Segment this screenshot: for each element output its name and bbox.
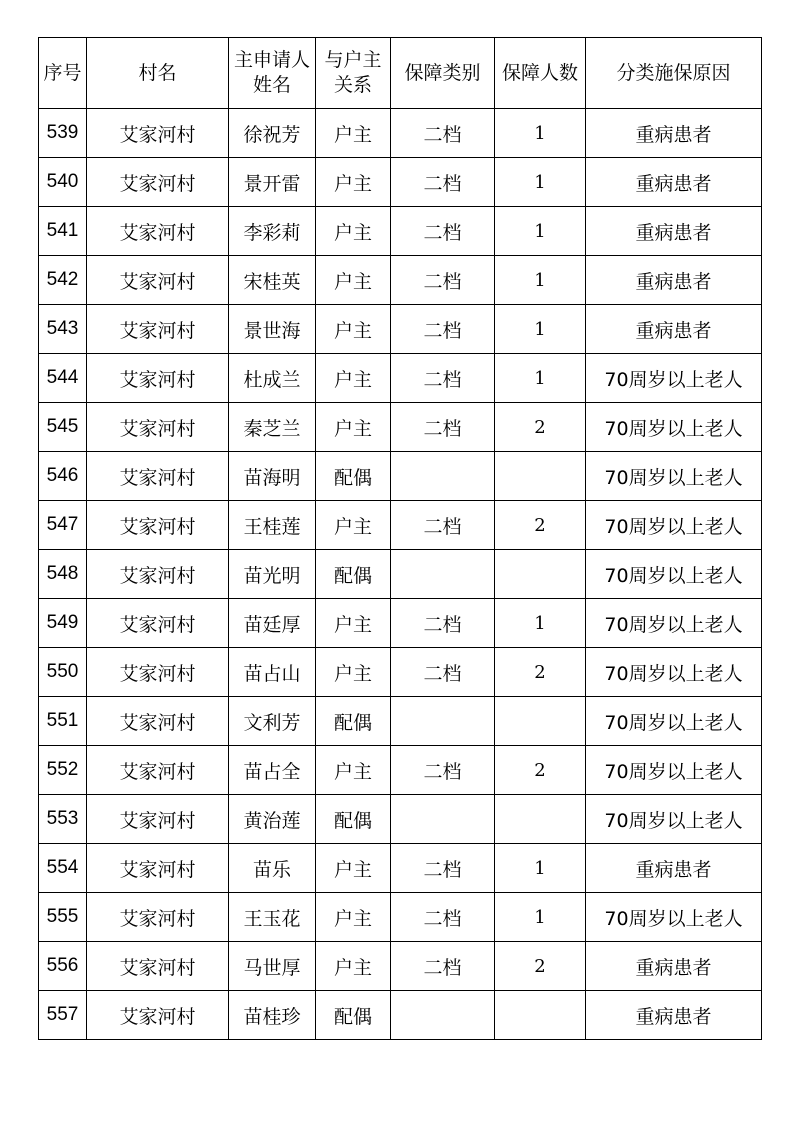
cell-name: 苗占山 (229, 648, 316, 697)
table-row (39, 207, 762, 256)
cell-count (495, 795, 586, 844)
cell-count: 2 (495, 501, 586, 550)
cell-count: 1 (495, 256, 586, 305)
table-row (39, 354, 762, 403)
cell-seq: 551 (39, 697, 87, 746)
cell-category: 二档 (391, 844, 495, 893)
cell-relation: 户主 (316, 893, 391, 942)
cell-category: 二档 (391, 158, 495, 207)
cell-seq: 544 (39, 354, 87, 403)
table-header (39, 38, 762, 109)
table-row (39, 452, 762, 501)
cell-relation: 户主 (316, 942, 391, 991)
cell-name: 杜成兰 (229, 354, 316, 403)
cell-reason: 重病患者 (586, 256, 762, 305)
cell-name: 苗海明 (229, 452, 316, 501)
cell-count (495, 697, 586, 746)
header-relation: 与户主关系 (316, 38, 391, 109)
cell-relation: 户主 (316, 844, 391, 893)
cell-relation: 户主 (316, 403, 391, 452)
table-row (39, 844, 762, 893)
cell-relation: 户主 (316, 109, 391, 158)
cell-name: 王桂莲 (229, 501, 316, 550)
table-row (39, 501, 762, 550)
cell-count: 1 (495, 599, 586, 648)
cell-relation: 配偶 (316, 697, 391, 746)
cell-name: 李彩莉 (229, 207, 316, 256)
cell-category (391, 550, 495, 599)
cell-name: 景开雷 (229, 158, 316, 207)
cell-reason: 重病患者 (586, 844, 762, 893)
cell-relation: 户主 (316, 648, 391, 697)
cell-reason: 重病患者 (586, 207, 762, 256)
cell-category (391, 991, 495, 1040)
cell-seq: 541 (39, 207, 87, 256)
cell-relation: 配偶 (316, 795, 391, 844)
cell-name: 苗占全 (229, 746, 316, 795)
cell-village: 艾家河村 (87, 501, 229, 550)
table-row (39, 403, 762, 452)
cell-count (495, 991, 586, 1040)
cell-reason: 70周岁以上老人 (586, 403, 762, 452)
cell-seq: 542 (39, 256, 87, 305)
cell-category: 二档 (391, 403, 495, 452)
cell-reason: 70周岁以上老人 (586, 746, 762, 795)
cell-category: 二档 (391, 599, 495, 648)
cell-village: 艾家河村 (87, 256, 229, 305)
cell-relation: 配偶 (316, 452, 391, 501)
cell-relation: 配偶 (316, 550, 391, 599)
cell-count: 1 (495, 844, 586, 893)
cell-village: 艾家河村 (87, 354, 229, 403)
cell-village: 艾家河村 (87, 746, 229, 795)
cell-category: 二档 (391, 942, 495, 991)
cell-count: 2 (495, 942, 586, 991)
header-row (39, 38, 762, 109)
cell-name: 王玉花 (229, 893, 316, 942)
cell-seq: 550 (39, 648, 87, 697)
cell-reason: 70周岁以上老人 (586, 697, 762, 746)
cell-category (391, 452, 495, 501)
cell-reason: 70周岁以上老人 (586, 648, 762, 697)
cell-name: 黄治莲 (229, 795, 316, 844)
cell-relation: 户主 (316, 207, 391, 256)
cell-seq: 545 (39, 403, 87, 452)
cell-village: 艾家河村 (87, 795, 229, 844)
cell-category: 二档 (391, 354, 495, 403)
cell-name: 苗桂珍 (229, 991, 316, 1040)
cell-seq: 543 (39, 305, 87, 354)
cell-village: 艾家河村 (87, 403, 229, 452)
cell-village: 艾家河村 (87, 109, 229, 158)
cell-village: 艾家河村 (87, 942, 229, 991)
table-row (39, 305, 762, 354)
cell-count: 1 (495, 158, 586, 207)
cell-name: 徐祝芳 (229, 109, 316, 158)
cell-category: 二档 (391, 256, 495, 305)
table-row (39, 158, 762, 207)
cell-reason: 重病患者 (586, 109, 762, 158)
cell-relation: 户主 (316, 256, 391, 305)
cell-category (391, 795, 495, 844)
cell-seq: 546 (39, 452, 87, 501)
cell-category: 二档 (391, 305, 495, 354)
table-row (39, 697, 762, 746)
cell-village: 艾家河村 (87, 893, 229, 942)
cell-seq: 553 (39, 795, 87, 844)
cell-relation: 户主 (316, 305, 391, 354)
cell-count: 2 (495, 746, 586, 795)
cell-seq: 548 (39, 550, 87, 599)
cell-reason: 70周岁以上老人 (586, 599, 762, 648)
cell-category: 二档 (391, 893, 495, 942)
cell-village: 艾家河村 (87, 305, 229, 354)
cell-count: 1 (495, 354, 586, 403)
cell-relation: 户主 (316, 354, 391, 403)
cell-relation: 户主 (316, 501, 391, 550)
cell-category: 二档 (391, 746, 495, 795)
cell-name: 景世海 (229, 305, 316, 354)
cell-seq: 547 (39, 501, 87, 550)
cell-relation: 户主 (316, 158, 391, 207)
cell-count: 1 (495, 305, 586, 354)
table-row (39, 550, 762, 599)
cell-village: 艾家河村 (87, 599, 229, 648)
table-row (39, 991, 762, 1040)
header-applicant: 主申请人姓名 (229, 38, 316, 109)
cell-relation: 配偶 (316, 991, 391, 1040)
cell-name: 苗廷厚 (229, 599, 316, 648)
cell-reason: 70周岁以上老人 (586, 795, 762, 844)
cell-village: 艾家河村 (87, 991, 229, 1040)
cell-reason: 70周岁以上老人 (586, 893, 762, 942)
cell-seq: 552 (39, 746, 87, 795)
table-row (39, 256, 762, 305)
cell-relation: 户主 (316, 746, 391, 795)
table-row (39, 109, 762, 158)
cell-count: 2 (495, 648, 586, 697)
cell-category: 二档 (391, 109, 495, 158)
header-village: 村名 (87, 38, 229, 109)
roster-table (38, 37, 762, 1040)
cell-village: 艾家河村 (87, 648, 229, 697)
cell-name: 文利芳 (229, 697, 316, 746)
cell-reason: 重病患者 (586, 942, 762, 991)
table-row (39, 893, 762, 942)
cell-village: 艾家河村 (87, 158, 229, 207)
cell-name: 苗光明 (229, 550, 316, 599)
cell-seq: 556 (39, 942, 87, 991)
cell-name: 宋桂英 (229, 256, 316, 305)
header-reason: 分类施保原因 (586, 38, 762, 109)
cell-seq: 554 (39, 844, 87, 893)
cell-reason: 70周岁以上老人 (586, 354, 762, 403)
cell-seq: 549 (39, 599, 87, 648)
table-row (39, 795, 762, 844)
cell-seq: 557 (39, 991, 87, 1040)
cell-seq: 540 (39, 158, 87, 207)
cell-village: 艾家河村 (87, 697, 229, 746)
cell-category: 二档 (391, 648, 495, 697)
cell-reason: 重病患者 (586, 991, 762, 1040)
cell-reason: 重病患者 (586, 305, 762, 354)
cell-village: 艾家河村 (87, 550, 229, 599)
table-row (39, 599, 762, 648)
cell-name: 苗乐 (229, 844, 316, 893)
cell-seq: 539 (39, 109, 87, 158)
cell-seq: 555 (39, 893, 87, 942)
cell-relation: 户主 (316, 599, 391, 648)
cell-name: 秦芝兰 (229, 403, 316, 452)
cell-village: 艾家河村 (87, 844, 229, 893)
cell-village: 艾家河村 (87, 452, 229, 501)
cell-name: 马世厚 (229, 942, 316, 991)
cell-reason: 70周岁以上老人 (586, 550, 762, 599)
cell-count (495, 550, 586, 599)
table-body (39, 109, 762, 1040)
cell-reason: 70周岁以上老人 (586, 452, 762, 501)
cell-count: 1 (495, 207, 586, 256)
table-row (39, 942, 762, 991)
cell-reason: 重病患者 (586, 158, 762, 207)
cell-count: 1 (495, 109, 586, 158)
cell-count: 2 (495, 403, 586, 452)
cell-category: 二档 (391, 501, 495, 550)
header-seq: 序号 (39, 38, 87, 109)
header-category: 保障类别 (391, 38, 495, 109)
header-count: 保障人数 (495, 38, 586, 109)
cell-reason: 70周岁以上老人 (586, 501, 762, 550)
cell-count: 1 (495, 893, 586, 942)
cell-count (495, 452, 586, 501)
cell-category (391, 697, 495, 746)
cell-village: 艾家河村 (87, 207, 229, 256)
table-row (39, 648, 762, 697)
table-row (39, 746, 762, 795)
cell-category: 二档 (391, 207, 495, 256)
